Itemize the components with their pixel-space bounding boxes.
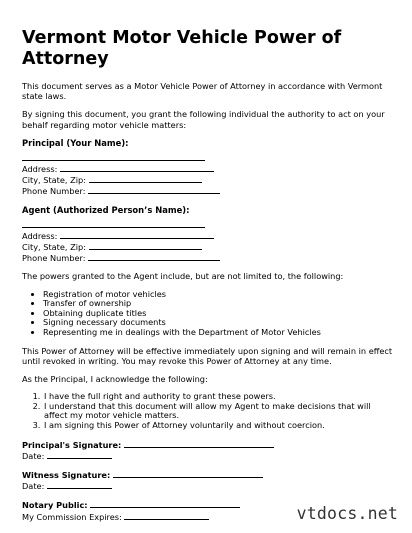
principal-name-line[interactable] xyxy=(22,152,394,163)
commission-expires-field[interactable]: My Commission Expires: xyxy=(22,511,394,522)
list-item: 3. I am signing this Power of Attorney voluntarily and without coercion. xyxy=(43,421,394,431)
list-item: • Representing me in dealings with the Department of Motor Vehicles xyxy=(43,328,394,338)
document-page xyxy=(22,28,394,530)
list-item: • Transfer of ownership xyxy=(43,299,394,309)
list-item: 2. I understand that this document will allow my Agent to make decisions that will affect my motor vehicle matters. xyxy=(43,402,394,421)
principal-date-field[interactable]: Date: xyxy=(22,450,394,461)
agent-section xyxy=(22,205,394,264)
footer-brand: vtdocs.net xyxy=(296,504,398,523)
principal-phone-field[interactable]: Phone Number: xyxy=(22,185,394,196)
agent-address-field[interactable]: Address: xyxy=(22,230,394,241)
list-item: 1. I have the full right and authority to grant these powers. xyxy=(43,392,394,402)
acknowledgement-list xyxy=(22,392,394,430)
witness-signature-block xyxy=(22,469,394,491)
agent-city-field[interactable]: City, State, Zip: xyxy=(22,241,394,252)
intro-paragraph-1: This document serves as a Motor Vehicle Power of Attorney in accordance with Vermont state laws. xyxy=(22,81,383,102)
principal-address-field[interactable]: Address: xyxy=(22,163,394,174)
intro-paragraph-2: By signing this document, you grant the following individual the authority to act on your behalf regarding motor vehicle matters: xyxy=(22,109,385,130)
agent-heading: Agent (Authorized Person’s Name): xyxy=(22,204,190,215)
principal-section xyxy=(22,138,394,197)
powers-list xyxy=(22,290,394,338)
notary-signature-field[interactable]: Notary Public: xyxy=(22,499,394,510)
agent-name-line[interactable] xyxy=(22,219,394,230)
document-title: Vermont Motor Vehicle Power of Attorney xyxy=(22,28,342,69)
principal-city-field[interactable]: City, State, Zip: xyxy=(22,174,394,185)
principal-signature-block xyxy=(22,439,394,461)
effective-paragraph: This Power of Attorney will be effective immediately upon signing and will remain in effect until revoked in writing. You may revoke this Power of Attorney at any time. xyxy=(22,345,393,366)
witness-date-field[interactable]: Date: xyxy=(22,480,394,491)
principal-heading: Principal (Your Name): xyxy=(22,137,129,148)
agent-phone-field[interactable]: Phone Number: xyxy=(22,252,394,263)
principal-signature-field[interactable]: Principal's Signature: xyxy=(22,439,394,450)
list-item: • Signing necessary documents xyxy=(43,318,394,328)
acknowledge-intro: As the Principal, I acknowledge the following: xyxy=(22,374,208,385)
witness-signature-field[interactable]: Witness Signature: xyxy=(22,469,394,480)
powers-intro: The powers granted to the Agent include, but are not limited to, the following: xyxy=(22,271,344,282)
list-item: • Registration of motor vehicles xyxy=(43,290,394,300)
list-item: • Obtaining duplicate titles xyxy=(43,309,394,319)
